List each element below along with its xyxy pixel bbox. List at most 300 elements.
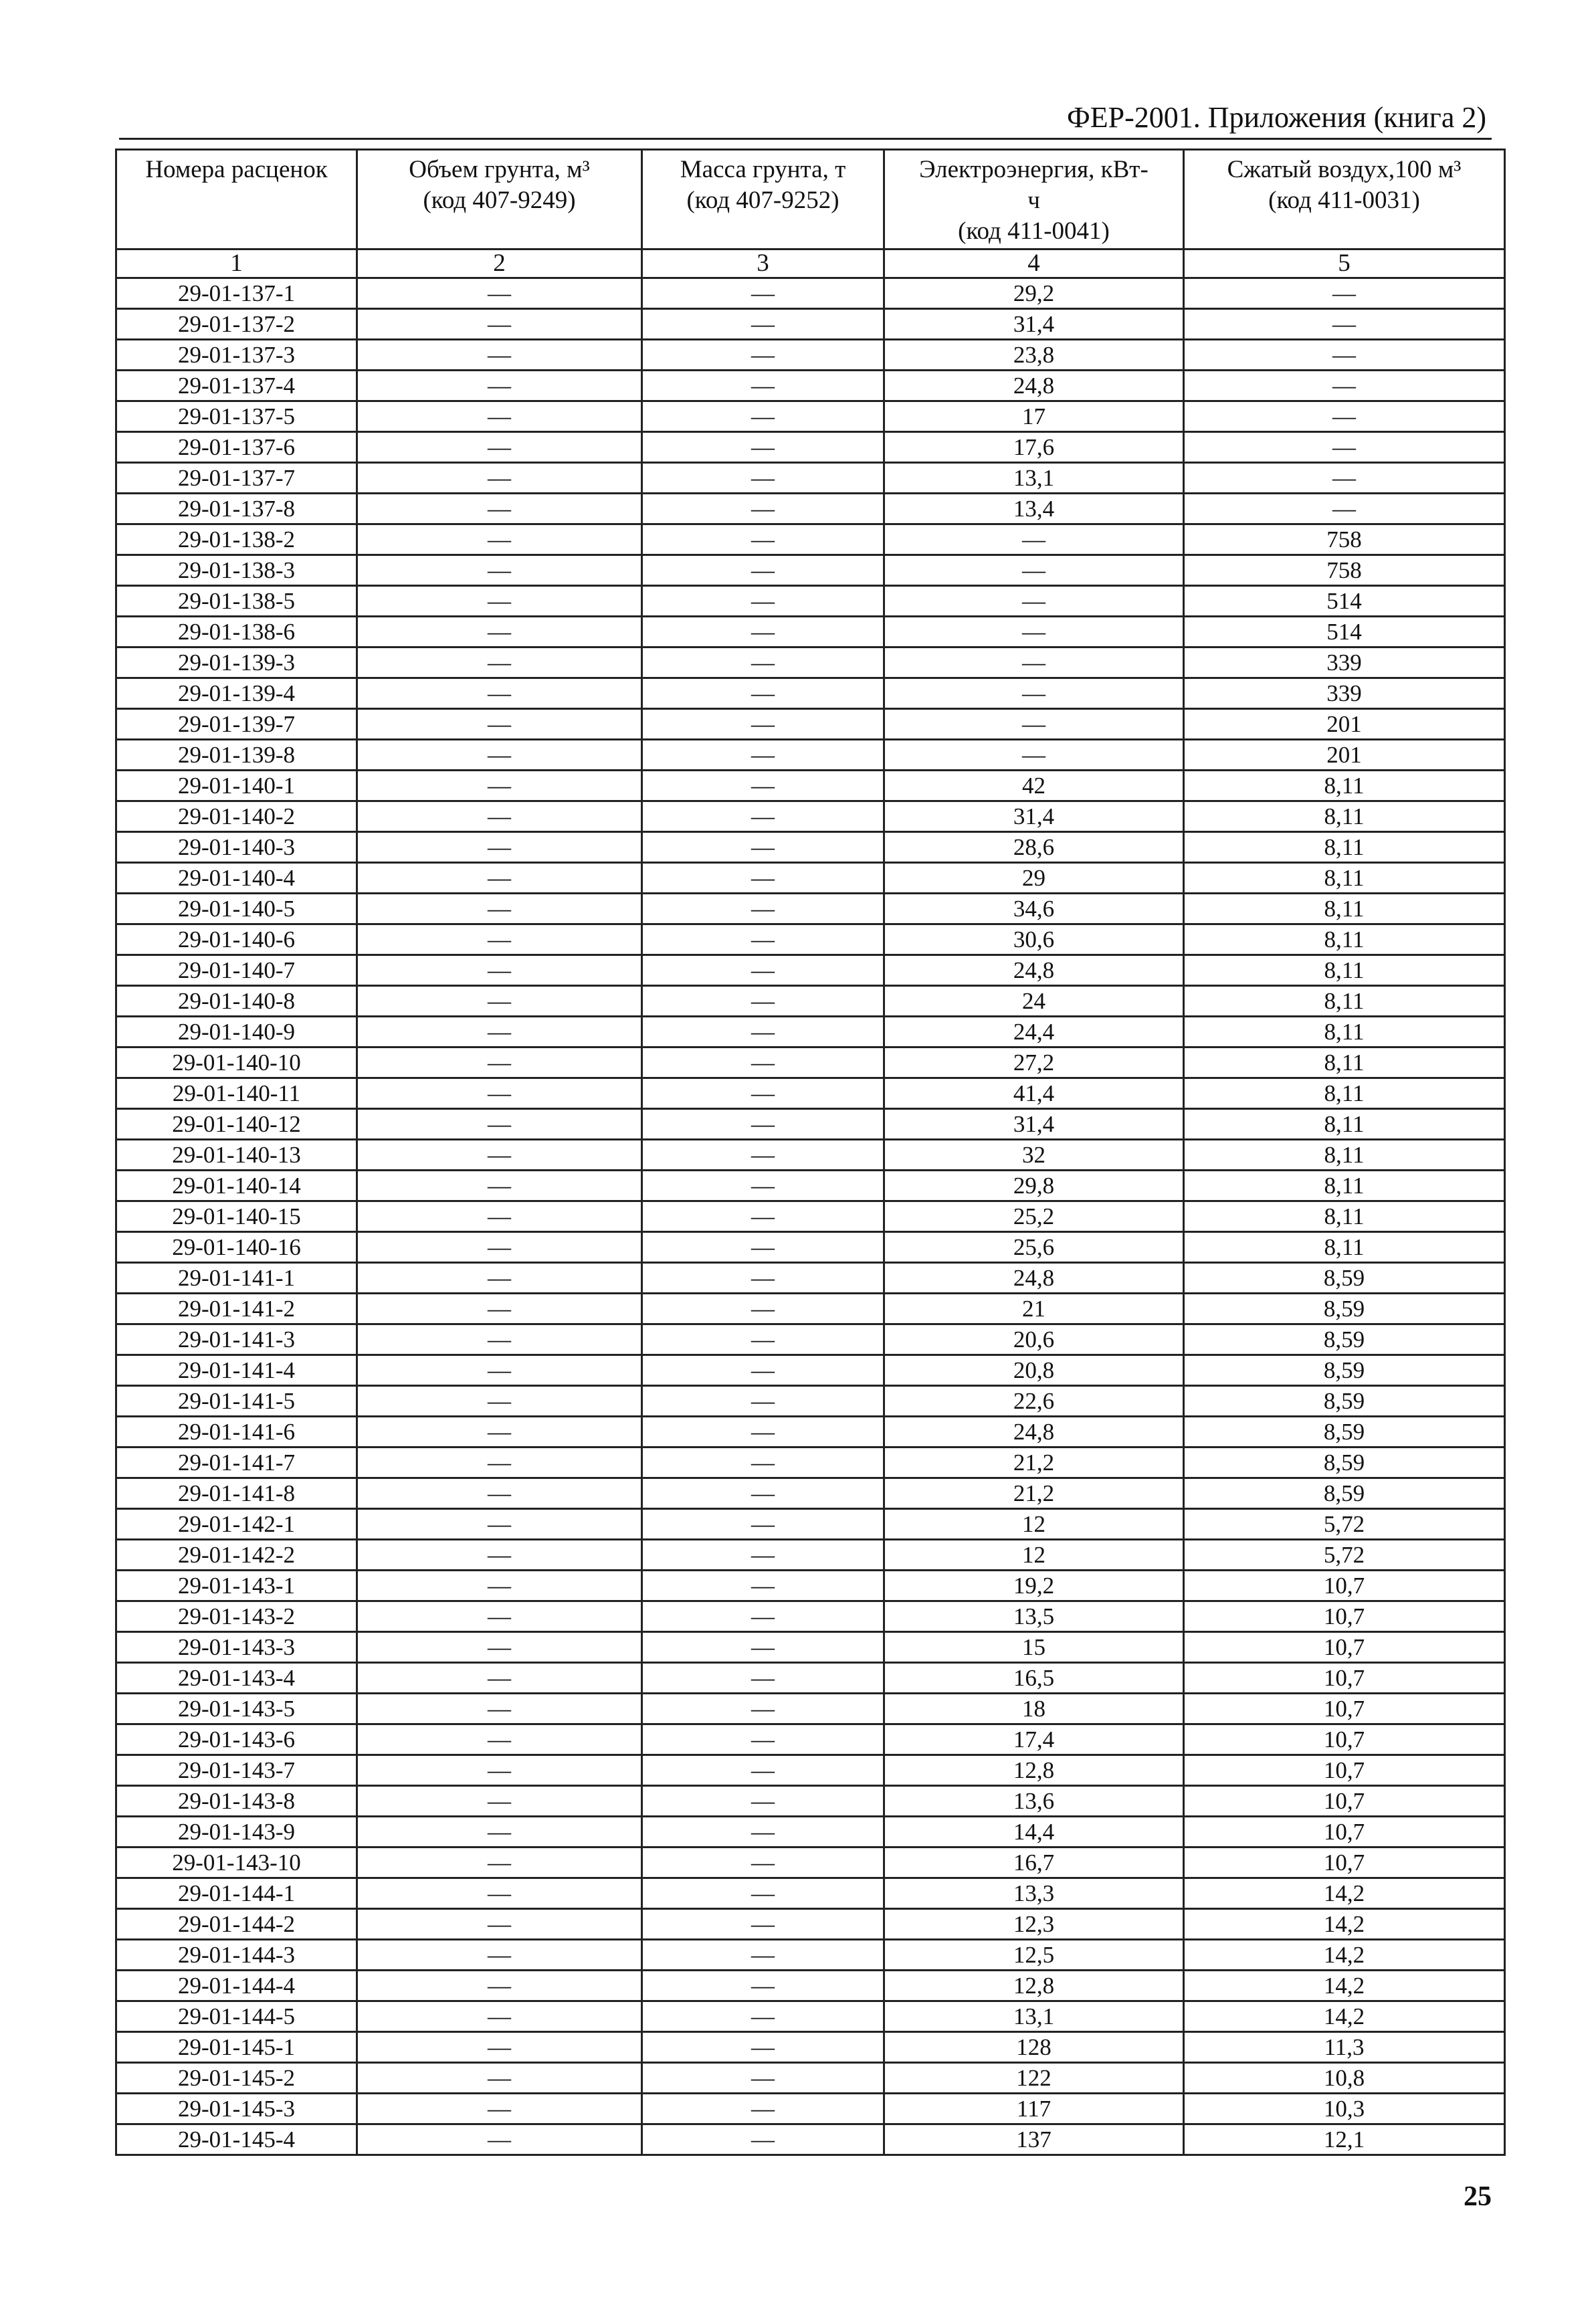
table-cell: 8,11 [1184,924,1505,955]
table-cell: — [357,555,642,586]
table-cell: — [357,1263,642,1294]
table-cell: 8,59 [1184,1386,1505,1417]
table-cell: — [357,1909,642,1940]
table-cell: — [357,924,642,955]
table-cell: — [642,1324,884,1355]
table-cell: — [642,1724,884,1755]
table-cell: — [357,463,642,494]
table-cell: — [357,401,642,432]
column-number: 1 [116,249,357,278]
table-cell: — [642,1109,884,1140]
table-row [116,1817,1505,1847]
table-cell: 29-01-137-2 [116,309,357,340]
table-cell: — [642,1632,884,1663]
table-cell: — [357,1632,642,1663]
table-cell: — [357,617,642,647]
table-cell: 22,6 [884,1386,1184,1417]
table-cell: — [1184,401,1505,432]
rates-table [115,148,1506,2156]
table-cell: 758 [1184,524,1505,555]
table-cell: — [642,771,884,801]
column-header: Масса грунта, т (код 407-9252) [642,150,884,249]
table-cell: 10,7 [1184,1724,1505,1755]
table-cell: 29-01-140-13 [116,1140,357,1171]
document-title: ФЕР-2001. Приложения (книга 2) [1067,101,1486,134]
table-cell: — [884,524,1184,555]
table-cell: — [642,1047,884,1078]
table-row [116,986,1505,1017]
table-row [116,1232,1505,1263]
table-cell: 29-01-144-4 [116,1971,357,2001]
table-cell: — [357,1540,642,1571]
table-cell: — [357,1724,642,1755]
table-cell: 25,2 [884,1201,1184,1232]
table-cell: — [642,2094,884,2124]
table-row [116,1324,1505,1355]
page-number: 25 [1464,2181,1492,2212]
table-cell: 29-01-137-6 [116,432,357,463]
table-cell: 29-01-140-6 [116,924,357,955]
table-cell: — [642,340,884,371]
table-cell: 13,1 [884,463,1184,494]
table-row [116,1601,1505,1632]
table-cell: — [1184,309,1505,340]
table-cell: — [642,986,884,1017]
table-cell: — [642,524,884,555]
table-cell: — [357,494,642,524]
table-cell: 10,8 [1184,2063,1505,2094]
table-cell: 8,59 [1184,1324,1505,1355]
table-cell: 29-01-145-2 [116,2063,357,2094]
table-cell: 8,11 [1184,1078,1505,1109]
table-cell: 29-01-145-3 [116,2094,357,2124]
table-cell: — [642,1447,884,1478]
table-cell: 29-01-143-10 [116,1847,357,1878]
table-cell: — [357,1017,642,1047]
table-row [116,2001,1505,2032]
table-row [116,1878,1505,1909]
table-cell: 24 [884,986,1184,1017]
table-cell: — [642,2124,884,2155]
table-cell: — [357,955,642,986]
table-row [116,278,1505,309]
table-cell: 31,4 [884,1109,1184,1140]
table-cell: 8,11 [1184,1047,1505,1078]
table-cell: — [357,524,642,555]
table-cell: 29-01-140-10 [116,1047,357,1078]
table-cell: 5,72 [1184,1540,1505,1571]
table-cell: — [642,1355,884,1386]
table-cell: — [642,1201,884,1232]
table-cell: — [642,1140,884,1171]
table-cell: — [642,955,884,986]
table-cell: 14,2 [1184,1971,1505,2001]
table-cell: — [357,986,642,1017]
table-cell: 14,2 [1184,1909,1505,1940]
table-cell: 29-01-144-5 [116,2001,357,2032]
table-row [116,309,1505,340]
table-cell: 339 [1184,647,1505,678]
table-cell: 10,7 [1184,1632,1505,1663]
table-row [116,894,1505,924]
table-row [116,801,1505,832]
table-row [116,586,1505,617]
table-cell: 8,11 [1184,955,1505,986]
table-row [116,678,1505,709]
table-cell: 8,59 [1184,1447,1505,1478]
table-cell: 24,8 [884,1417,1184,1447]
table-cell: 29-01-145-4 [116,2124,357,2155]
column-header: Электроэнергия, кВт- ч (код 411-0041) [884,150,1184,249]
table-cell: — [642,924,884,955]
table-cell: — [642,740,884,771]
table-cell: 758 [1184,555,1505,586]
table-cell: — [357,1324,642,1355]
table-cell: 29-01-143-8 [116,1786,357,1817]
table-cell: — [642,1694,884,1724]
table-row [116,647,1505,678]
column-number: 3 [642,249,884,278]
table-cell: — [642,1478,884,1509]
table-row [116,1755,1505,1786]
table-cell: 8,59 [1184,1294,1505,1324]
table-cell: — [642,709,884,740]
table-cell: — [357,1447,642,1478]
table-cell: 29-01-138-2 [116,524,357,555]
column-header: Объем грунта, м³ (код 407-9249) [357,150,642,249]
table-cell: 201 [1184,740,1505,771]
table-cell: 29-01-143-4 [116,1663,357,1694]
table-cell: 8,11 [1184,771,1505,801]
table-cell: 29-01-137-5 [116,401,357,432]
table-cell: 8,59 [1184,1263,1505,1294]
table-cell: — [357,340,642,371]
table-row [116,555,1505,586]
column-number: 2 [357,249,642,278]
table-row [116,1786,1505,1817]
table-cell: 13,4 [884,494,1184,524]
table-cell: — [357,678,642,709]
table-row [116,1540,1505,1571]
table-row [116,1386,1505,1417]
table-cell: — [357,309,642,340]
table-cell: 13,5 [884,1601,1184,1632]
table-cell: 10,7 [1184,1601,1505,1632]
table-row [116,1171,1505,1201]
table-cell: 42 [884,771,1184,801]
table-cell: — [642,1909,884,1940]
table-cell: 29-01-140-7 [116,955,357,986]
table-cell: 29-01-143-9 [116,1817,357,1847]
table-row [116,924,1505,955]
table-cell: — [357,1971,642,2001]
table-cell: 12,8 [884,1971,1184,2001]
table-cell: 11,3 [1184,2032,1505,2063]
table-cell: 12,8 [884,1755,1184,1786]
table-cell: 31,4 [884,801,1184,832]
table-cell: 8,11 [1184,1171,1505,1201]
table-cell: — [357,1355,642,1386]
table-row [116,1201,1505,1232]
table-cell: 29-01-143-3 [116,1632,357,1663]
table-row [116,863,1505,894]
table-cell: — [357,771,642,801]
table-cell: 29 [884,863,1184,894]
table-cell: — [642,432,884,463]
table-row [116,2124,1505,2155]
table-cell: 29-01-144-2 [116,1909,357,1940]
table-cell: — [642,1786,884,1817]
table-cell: — [357,1663,642,1694]
table-cell: — [884,617,1184,647]
table-cell: 29-01-144-1 [116,1878,357,1909]
table-cell: 29-01-137-8 [116,494,357,524]
table-cell: 5,72 [1184,1509,1505,1540]
table-cell: 29-01-141-7 [116,1447,357,1478]
table-cell: — [642,586,884,617]
table-cell: — [1184,463,1505,494]
table-cell: — [357,709,642,740]
table-cell: 29-01-140-16 [116,1232,357,1263]
table-cell: 8,11 [1184,1109,1505,1140]
table-cell: 29-01-141-5 [116,1386,357,1417]
table-row [116,1047,1505,1078]
table-cell: 29-01-141-8 [116,1478,357,1509]
table-cell: — [642,2063,884,2094]
table-cell: — [357,1078,642,1109]
table-cell: — [642,617,884,647]
table-cell: 41,4 [884,1078,1184,1109]
table-cell: 29-01-140-8 [116,986,357,1017]
table-cell: 8,59 [1184,1355,1505,1386]
table-row [116,524,1505,555]
table-row [116,1355,1505,1386]
table-cell: 514 [1184,617,1505,647]
table-cell: 29-01-139-4 [116,678,357,709]
table-cell: — [642,1386,884,1417]
table-cell: 34,6 [884,894,1184,924]
table-cell: 29-01-137-1 [116,278,357,309]
table-cell: — [357,1694,642,1724]
table-cell: — [357,1171,642,1201]
table-cell: 29-01-143-6 [116,1724,357,1755]
table-row [116,2063,1505,2094]
table-row [116,1724,1505,1755]
table-cell: 12 [884,1509,1184,1540]
table-row [116,832,1505,863]
table-cell: — [884,586,1184,617]
table-row [116,1971,1505,2001]
table-cell: — [642,1878,884,1909]
table-cell: 29-01-137-4 [116,371,357,401]
table-row [116,371,1505,401]
table-cell: — [357,801,642,832]
page-header [119,99,1492,140]
table-cell: — [642,1817,884,1847]
table-cell: 15 [884,1632,1184,1663]
table-cell: — [357,1478,642,1509]
table-cell: 29-01-140-14 [116,1171,357,1201]
table-cell: 29-01-140-12 [116,1109,357,1140]
table-cell: 16,7 [884,1847,1184,1878]
table-cell: — [642,894,884,924]
table-row [116,1478,1505,1509]
table-row [116,617,1505,647]
table-cell: 10,7 [1184,1847,1505,1878]
table-cell: — [642,1232,884,1263]
table-cell: — [357,1817,642,1847]
table-cell: — [1184,371,1505,401]
table-cell: 14,4 [884,1817,1184,1847]
table-cell: — [357,1509,642,1540]
table-cell: 24,8 [884,371,1184,401]
table-cell: — [884,740,1184,771]
table-cell: 20,8 [884,1355,1184,1386]
table-cell: — [642,463,884,494]
table-cell: 16,5 [884,1663,1184,1694]
table-cell: — [357,1786,642,1817]
table-row [116,1294,1505,1324]
table-cell: 24,8 [884,955,1184,986]
table-cell: 29,8 [884,1171,1184,1201]
table-cell: 29-01-145-1 [116,2032,357,2063]
table-cell: 29-01-140-2 [116,801,357,832]
table-cell: 25,6 [884,1232,1184,1263]
table-row [116,1940,1505,1971]
table-cell: 201 [1184,709,1505,740]
table-cell: 29,2 [884,278,1184,309]
column-header: Сжатый воздух,100 м³ (код 411-0031) [1184,150,1505,249]
table-cell: 29-01-137-3 [116,340,357,371]
table-cell: 514 [1184,586,1505,617]
table-cell: 17,6 [884,432,1184,463]
table-cell: — [884,555,1184,586]
table-cell: — [357,1847,642,1878]
table-cell: — [642,1971,884,2001]
table-cell: 27,2 [884,1047,1184,1078]
table-cell: 14,2 [1184,2001,1505,2032]
table-row [116,2032,1505,2063]
table-cell: — [357,1571,642,1601]
table-row [116,1078,1505,1109]
table-cell: 13,3 [884,1878,1184,1909]
table-body [116,278,1505,2155]
table-row [116,1417,1505,1447]
table-cell: 12,1 [1184,2124,1505,2155]
table-cell: 8,11 [1184,986,1505,1017]
table-cell: 29-01-144-3 [116,1940,357,1971]
table-cell: — [642,1417,884,1447]
table-cell: — [357,1601,642,1632]
table-cell: 13,1 [884,2001,1184,2032]
table-row [116,1140,1505,1171]
table-cell: — [642,555,884,586]
table-cell: — [642,1509,884,1540]
table-cell: — [357,586,642,617]
table-cell: 13,6 [884,1786,1184,1817]
table-cell: 29-01-141-4 [116,1355,357,1386]
table-cell: 29-01-143-2 [116,1601,357,1632]
table-cell: — [357,1294,642,1324]
table-cell: 29-01-143-1 [116,1571,357,1601]
table-cell: 19,2 [884,1571,1184,1601]
table-cell: 21 [884,1294,1184,1324]
table-cell: — [357,2001,642,2032]
table-cell: — [642,1171,884,1201]
table-cell: 29-01-140-15 [116,1201,357,1232]
table-cell: 8,11 [1184,1017,1505,1047]
column-number-row [116,249,1505,278]
table-cell: 10,7 [1184,1694,1505,1724]
table-cell: 8,59 [1184,1478,1505,1509]
table-cell: 21,2 [884,1478,1184,1509]
table-cell: 20,6 [884,1324,1184,1355]
table-cell: 29-01-140-9 [116,1017,357,1047]
table-cell: — [642,1940,884,1971]
table-cell: — [357,832,642,863]
table-row [116,340,1505,371]
table-cell: — [357,1201,642,1232]
table-row [116,955,1505,986]
table-cell: 128 [884,2032,1184,2063]
table-cell: — [357,1386,642,1417]
table-cell: 29-01-141-2 [116,1294,357,1324]
table-row [116,1109,1505,1140]
table-cell: — [357,894,642,924]
table-cell: — [357,1140,642,1171]
table-cell: 122 [884,2063,1184,2094]
table-cell: — [642,801,884,832]
table-cell: 8,11 [1184,832,1505,863]
table-cell: 29-01-138-5 [116,586,357,617]
table-row [116,401,1505,432]
table-cell: 8,11 [1184,1232,1505,1263]
table-cell: 17,4 [884,1724,1184,1755]
table-row [116,1694,1505,1724]
table-row [116,463,1505,494]
table-cell: — [642,309,884,340]
table-cell: — [642,1755,884,1786]
table-row [116,740,1505,771]
table-cell: 29-01-140-11 [116,1078,357,1109]
table-cell: — [357,2063,642,2094]
table-cell: — [642,401,884,432]
table-cell: 29-01-143-5 [116,1694,357,1724]
table-cell: — [357,371,642,401]
table-cell: — [642,647,884,678]
table-cell: — [357,1878,642,1909]
table-cell: 8,11 [1184,863,1505,894]
table-cell: 29-01-142-1 [116,1509,357,1540]
table-row [116,1632,1505,1663]
table-row [116,1447,1505,1478]
table-cell: 29-01-140-3 [116,832,357,863]
table-cell: 29-01-141-1 [116,1263,357,1294]
table-cell: 17 [884,401,1184,432]
table-cell: 29-01-138-6 [116,617,357,647]
table-cell: 8,11 [1184,801,1505,832]
table-cell: — [642,2001,884,2032]
table-row [116,2094,1505,2124]
table-cell: — [642,1078,884,1109]
table-cell: — [642,1294,884,1324]
table-cell: — [357,432,642,463]
table-cell: 29-01-142-2 [116,1540,357,1571]
table-cell: 29-01-140-5 [116,894,357,924]
table-cell: 10,7 [1184,1817,1505,1847]
table-row [116,1663,1505,1694]
table-cell: 29-01-139-3 [116,647,357,678]
